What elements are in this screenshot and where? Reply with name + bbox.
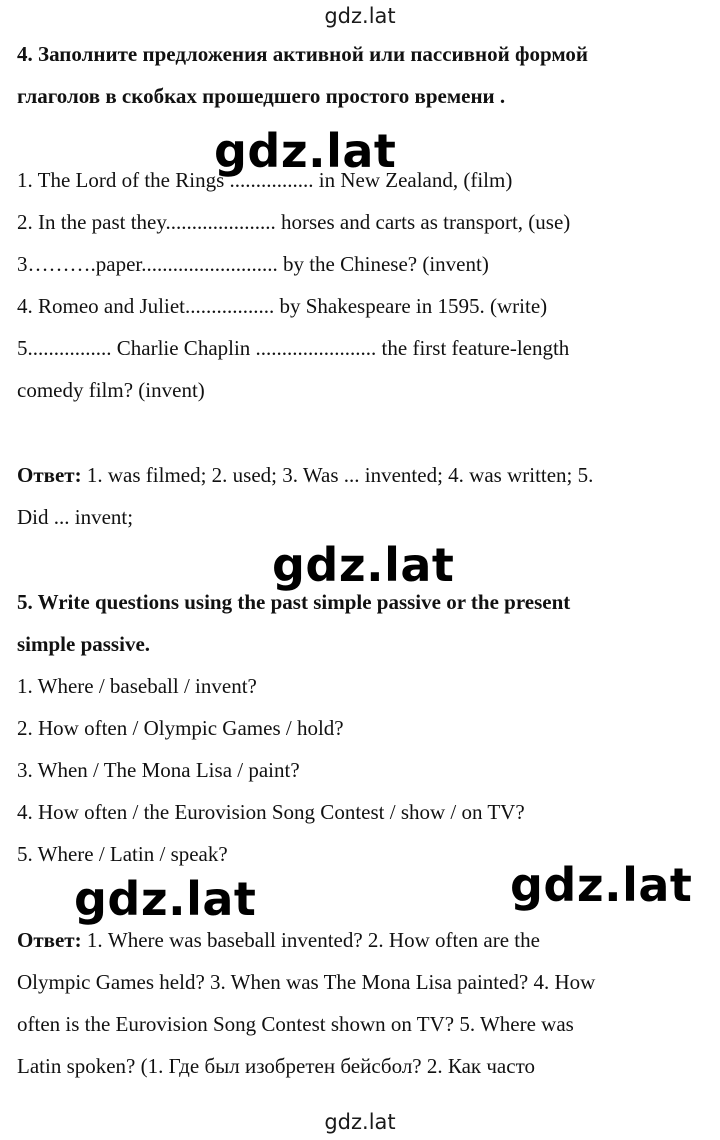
task5-item-3: 3. When / The Mona Lisa / paint?	[17, 758, 300, 782]
task4-item-2: 2. In the past they..................... horses and carts as transport, (use)	[17, 210, 571, 234]
watermark-overlay: gdz.lat	[272, 538, 455, 592]
task5-answer-line4: Latin spoken? (1. Где был изобретен бейсбол? 2. Как часто	[17, 1054, 535, 1078]
task4-item-3: 3……….paper.......................... by the Chinese? (invent)	[17, 252, 489, 276]
task5-answer-line1	[17, 927, 540, 953]
task4-item-1: 1. The Lord of the Rings ................ in New Zealand, (film)	[17, 168, 513, 192]
task4-title-line2: глаголов в скобках прошедшего простого времени .	[17, 84, 506, 108]
site-watermark-top: gdz.lat	[324, 4, 396, 28]
task4-answer-text: 1. was filmed; 2. used; 3. Was ... invented; 4. was written; 5.	[81, 463, 594, 487]
task5-title-line2: simple passive.	[17, 632, 151, 656]
task4-item-5-continued: comedy film? (invent)	[17, 378, 205, 402]
watermark-overlay: gdz.lat	[510, 858, 693, 912]
task5-item-5: 5. Where / Latin / speak?	[17, 842, 228, 866]
task4-item-5: 5................ Charlie Chaplin ....................... the first feature-length	[17, 336, 570, 360]
site-watermark-bottom: gdz.lat	[324, 1110, 396, 1134]
task4-answer-line2: Did ... invent;	[17, 505, 134, 529]
task4-answer-line1	[17, 462, 593, 488]
watermark-overlay: gdz.lat	[74, 872, 257, 926]
task4-answer-label: Ответ:	[17, 463, 82, 487]
task5-item-4: 4. How often / the Eurovision Song Contest / show / on TV?	[17, 800, 525, 824]
task4-title-line1: 4. Заполните предложения активной или пассивной формой	[17, 42, 588, 66]
task5-answer-line2: Olympic Games held? 3. When was The Mona Lisa painted? 4. How	[17, 970, 596, 994]
task5-item-2: 2. How often / Olympic Games / hold?	[17, 716, 344, 740]
task5-item-1: 1. Where / baseball / invent?	[17, 674, 257, 698]
task5-title-line1: 5. Write questions using the past simple passive or the present	[17, 590, 571, 614]
task5-answer-label: Ответ:	[17, 928, 82, 952]
watermark-overlay: gdz.lat	[214, 124, 397, 178]
task4-item-4: 4. Romeo and Juliet................. by Shakespeare in 1595. (write)	[17, 294, 548, 318]
task5-answer-line3: often is the Eurovision Song Contest shown on TV? 5. Where was	[17, 1012, 574, 1036]
task5-answer-text: 1. Where was baseball invented? 2. How often are the	[81, 928, 540, 952]
